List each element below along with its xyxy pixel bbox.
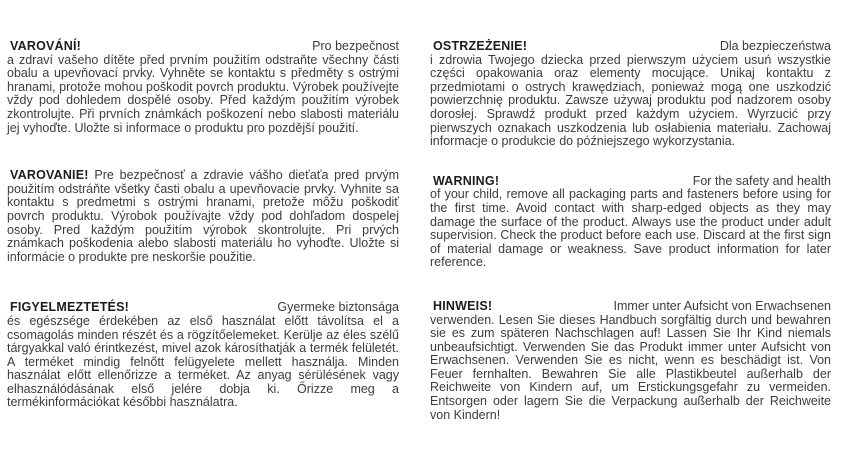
left-column [7, 40, 399, 471]
section-first-line [430, 175, 831, 189]
section-heading: VAROVANIE! [10, 168, 89, 183]
section-heading: OSTRZEŻENIE! [433, 39, 528, 53]
section-first-line-rest: Dla bezpieczeństwa [719, 39, 831, 53]
warning-section-english [430, 175, 831, 270]
warning-section-polish [430, 40, 831, 149]
warning-section-slovak [7, 169, 399, 264]
section-body: of your child, remove all packaging parts and fasteners before using for the first time. Avoid contact with sharp-edged objects as they may damage the surface of the product. Always use the product under adult supervision. Check the product before each use. Discard at the first sign of material damage or weakness. Save product information for later reference. [430, 187, 831, 270]
warning-section-czech [7, 40, 399, 135]
section-first-line-rest: For the safety and health [692, 173, 831, 188]
section-body: Pre bezpečnosť a zdravie vášho dieťaťa pred prvým použitím odstráňte všetky časti obalu a upevňovacie prvky. Vyhnite sa kontaktu s predmetmi s ostrými hranami, pretože môžu poškodiť povrch produktu. Výrobok používajte vždy pod dohľadom dospelej osoby. Pred každým použitím výrobok skontrolujte. Pri prvých známkach poškodenia alebo slabosti materiálu ho vyhoďte. Uložte si informácie o produkte pre neskoršie použitie. [7, 168, 399, 264]
section-body: i zdrowia Twojego dziecka przed pierwszym użyciem usuń wszystkie części opakowania oraz elementy mocujące. Unikaj kontaktu z przedmiotami o ostrych krawędziach, ponieważ mogą one uszkodzić powierzchnię produktu. Zawsze używaj produktu pod nadzorem osoby dorosłej. Sprawdź produkt przed każdym użyciem. Wyrzucić przy pierwszych oznakach uszkodzenia lub osłabienia materiału. Zachowaj informacje o produkcie do późniejszego wykorzystania. [430, 52, 831, 149]
section-body: a zdraví vašeho dítěte před prvním použitím odstraňte všechny části obalu a upevňovací prvky. Vyhněte se kontaktu s předměty s ostrými hranami, protože mohou poškodit povrch produktu. Výrobek používejte vždy pod dohledem dospělé osoby. Před každým použitím výrobek zkontrolujte. Při prvních známkách poškození nebo slabosti materiálu jej vyhoďte. Uložte si informace o produktu pro pozdější použití. [7, 52, 399, 135]
section-first-line [7, 301, 399, 315]
warning-section-german [430, 300, 831, 422]
section-first-line-rest: Immer unter Aufsicht von Erwachsenen [613, 298, 831, 313]
section-heading: VAROVÁNÍ! [10, 39, 82, 53]
right-column [430, 40, 831, 471]
section-body: verwenden. Lesen Sie dieses Handbuch sorgfältig durch und bewahren sie es zum späteren Nachschlagen auf! Lassen Sie Ihr Kind niemals unbeaufsichtigt. Verwenden Sie das Produkt immer unter Aufsicht von Erwachsenen. Verwenden Sie es nicht, wenn es beschädigt ist. Von Feuer fernhalten. Bewahren Sie alle Plastikbeutel außerhalb der Reichweite von Kindern auf, um Erstickungsgefahr zu vermeiden. Entsorgen oder lagern Sie die Verpackung außerhalb der Reichweite von Kindern! [430, 312, 831, 422]
section-body: és egészsége érdekében az első használat előtt távolítsa el a csomagolás minden részét és a rögzítőelemeket. Kerülje az éles szélű tárgyakkal való érintkezést, mivel azok károsíthatják a termék felületét. A terméket mindig felnőtt felügyelete mellett használja. Minden használat előtt ellenőrizze a terméket. Az anyag sérülésének vagy elhasználódásának első jelére dobja ki. Őrizze meg a termékinformációkat későbbi használatra. [7, 313, 399, 410]
warning-section-hungarian [7, 301, 399, 410]
section-first-line [7, 40, 399, 54]
section-heading: WARNING! [433, 173, 500, 188]
section-first-line-rest: Gyermeke biztonsága [277, 300, 399, 315]
section-first-line [430, 300, 831, 314]
section-heading: HINWEIS! [433, 298, 493, 313]
section-first-line [430, 40, 831, 54]
section-first-line-rest: Pro bezpečnost [312, 39, 399, 53]
section-heading: FIGYELMEZTETÉS! [10, 300, 129, 315]
